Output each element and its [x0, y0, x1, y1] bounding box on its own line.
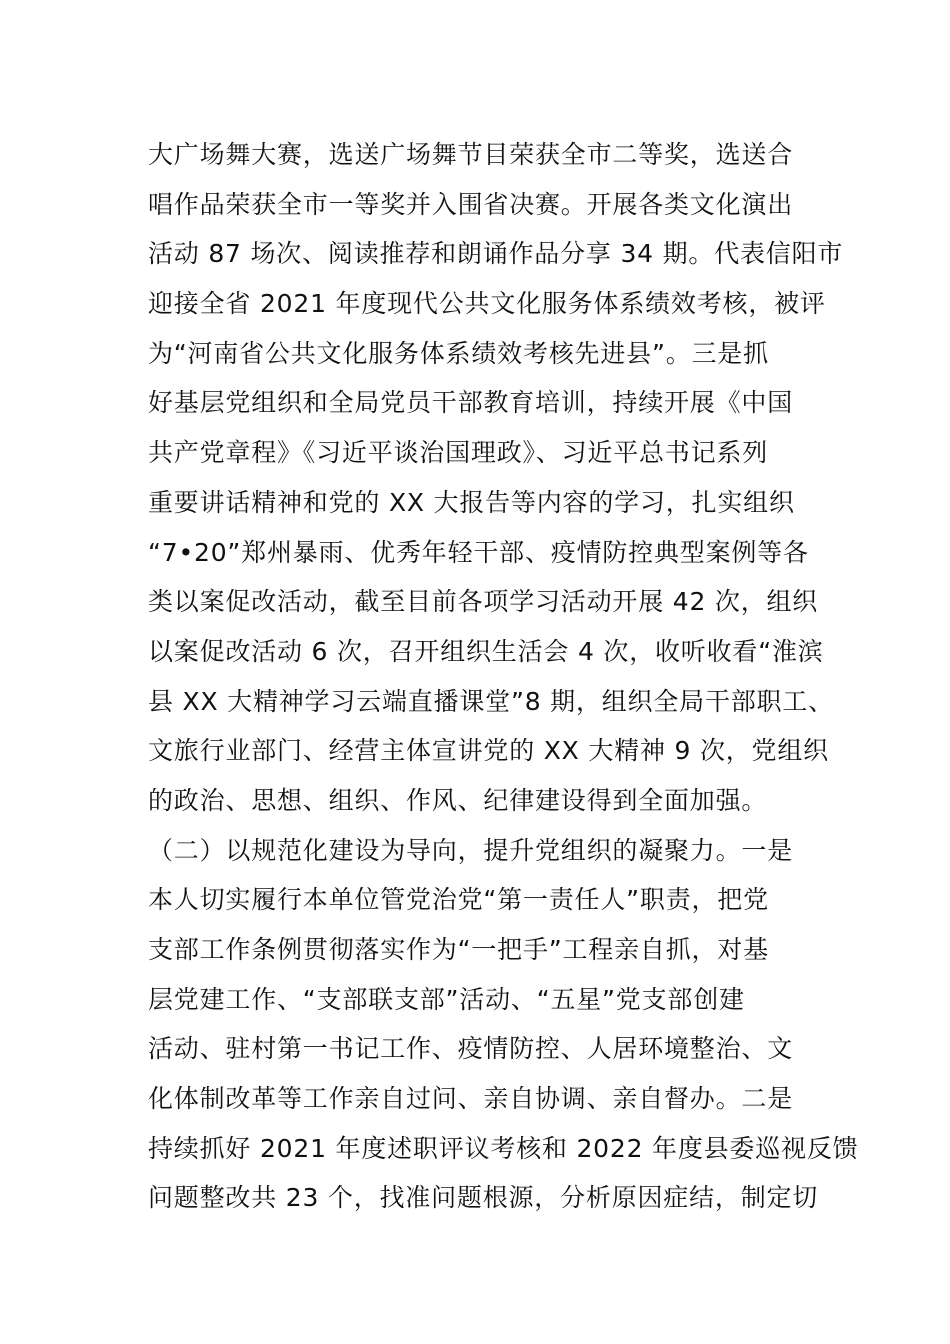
- text-line-12: 县 XX 大精神学习云端直播课堂”8 期，组织全局干部职工、: [148, 686, 834, 716]
- text-line-5: 为“河南省公共文化服务体系绩效考核先进县”。三是抓: [148, 338, 769, 368]
- text-line-20: 化体制改革等工作亲自过问、亲自协调、亲自督办。二是: [148, 1084, 794, 1114]
- text-line-10: 类以案促改活动，截至目前各项学习活动开展 42 次，组织: [148, 587, 819, 617]
- text-line-14: 的政治、思想、组织、作风、纪律建设得到全面加强。: [148, 785, 768, 815]
- text-line-19: 活动、驻村第一书记工作、疫情防控、人居环境整治、文: [148, 1034, 794, 1064]
- text-line-7: 共产党章程》《习近平谈治国理政》、习近平总书记系列: [148, 438, 769, 468]
- text-line-17: 支部工作条例贯彻落实作为“一把手”工程亲自抓，对基: [148, 935, 769, 964]
- text-line-16: 本人切实履行本单位管党治党“第一责任人”职责，把党: [148, 885, 769, 915]
- section-heading-line: （二）以规范化建设为导向，提升党组织的凝聚力。一是: [148, 835, 794, 865]
- body-text: [148, 130, 859, 1223]
- text-line-11: 以案促改活动 6 次，召开组织生活会 4 次，收听收看“淮滨: [148, 636, 824, 666]
- text-line-8: 重要讲话精神和党的 XX 大报告等内容的学习，扎实组织: [148, 487, 795, 517]
- text-line-1: 大广场舞大赛，选送广场舞节目荣获全市二等奖，选送合: [148, 140, 794, 169]
- text-line-2: 唱作品荣获全市一等奖并入围省决赛。开展各类文化演出: [148, 189, 794, 219]
- text-line-21: 持续抓好 2021 年度述职评议考核和 2022 年度县委巡视反馈: [148, 1133, 859, 1163]
- text-line-9: “7•20”郑州暴雨、优秀年轻干部、疫情防控典型案例等各: [148, 537, 809, 567]
- text-line-18: 层党建工作、“支部联支部”活动、“五星”党支部创建: [148, 984, 745, 1014]
- text-line-6: 好基层党组织和全局党员干部教育培训，持续开展《中国: [148, 388, 794, 418]
- text-line-22: 问题整改共 23 个，找准问题根源，分析原因症结，制定切: [148, 1183, 819, 1213]
- text-line-4: 迎接全省 2021 年度现代公共文化服务体系绩效考核，被评: [148, 289, 826, 319]
- text-line-3: 活动 87 场次、阅读推荐和朗诵作品分享 34 期。代表信阳市: [148, 239, 844, 269]
- text-line-13: 文旅行业部门、经营主体宣讲党的 XX 大精神 9 次，党组织: [148, 736, 829, 766]
